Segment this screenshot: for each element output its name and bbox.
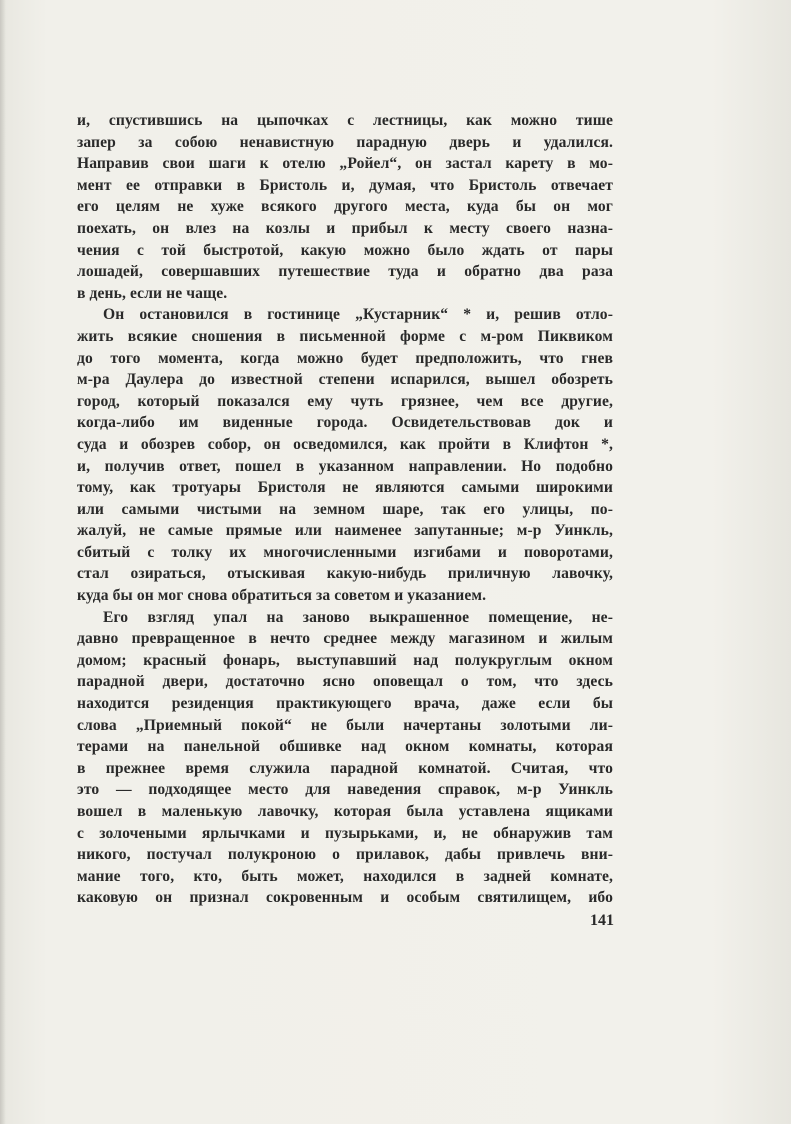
text-line: давно превращенное в нечто среднее между магазином и жилым <box>77 630 613 648</box>
text-line: его целям не хуже всякого другого места, куда бы он мог <box>77 198 613 216</box>
page-edge-shadow <box>0 0 6 1124</box>
text-line: стал озираться, отыскивая какую-нибудь приличную лавочку, <box>77 565 613 583</box>
text-line: или самыми чистыми на земном шаре, так его улицы, по- <box>77 500 613 518</box>
text-line: терами на панельной обшивке над окном комнаты, которая <box>77 738 613 756</box>
text-line: в день, если не чаще. <box>77 284 228 302</box>
text-line: когда-либо им виденные города. Освидетельствовав док и <box>77 414 613 432</box>
text-line: и, получив ответ, пошел в указанном направлении. Но подобно <box>77 457 613 475</box>
text-line: вошел в маленькую лавочку, которая была уставлена ящиками <box>77 803 613 820</box>
page-number: 141 <box>590 912 614 929</box>
text-line: Направив свои шаги к отелю „Ройел“, он застал карету в мо- <box>77 155 613 173</box>
text-line: сбитый с толку их многочисленными изгибами и поворотами, <box>77 543 613 561</box>
text-line: слова „Приемный покой“ не были начертаны золотыми ли- <box>77 716 613 734</box>
text-line: жить всякие сношения в письменной форме с м-ром Пиквиком <box>77 327 613 345</box>
text-line: Он остановился в гостинице „Кустарник“ * и, решив отло- <box>103 306 613 324</box>
text-line: тому, как тротуары Бристоля не являются самыми широкими <box>77 479 613 497</box>
text-line: домом; красный фонарь, выступавший над полукруглым окном <box>77 651 613 669</box>
body-text <box>77 110 613 909</box>
text-line: мент ее отправки в Бристоль и, думая, что Бристоль отвечает <box>77 176 613 194</box>
text-line: это — подходящее место для наведения справок, м-р Уинкль <box>77 781 613 799</box>
text-line: куда бы он мог снова обратиться за советом и указанием. <box>77 587 487 605</box>
text-line: до того момента, когда можно будет предположить, что гнев <box>77 349 613 367</box>
text-line: никого, постучал полукроною о прилавок, дабы привлечь вни- <box>77 846 613 864</box>
text-line: чения с той быстротой, какую можно было ждать от пары <box>77 241 613 259</box>
text-line: город, который показался ему чуть грязнее, чем все другие, <box>77 392 613 410</box>
text-line: находится резиденция практикующего врача, даже если бы <box>77 695 613 713</box>
text-line: жалуй, не самые прямые или наименее запутанные; м-р Уинкль, <box>77 522 613 540</box>
text-line: с золочеными ярлычками и пузырьками, и, не обнаружив там <box>77 824 613 842</box>
text-line: каковую он признал сокровенным и особым святилищем, ибо <box>77 889 613 907</box>
text-line: Его взгляд упал на заново выкрашенное помещение, не- <box>103 608 613 626</box>
text-line: и, спустившись на цыпочках с лестницы, как можно тише <box>77 112 613 129</box>
text-line: суда и обозрев собор, он осведомился, как пройти в Клифтон *, <box>77 435 613 453</box>
text-line: поехать, он влез на козлы и прибыл к месту своего назна- <box>77 219 613 237</box>
text-line: м-ра Даулера до известной степени испарился, вышел обозреть <box>77 371 613 389</box>
text-line: лошадей, совершавших путешествие туда и обратно два раза <box>77 263 613 281</box>
text-line: мание того, кто, быть может, находился в задней комнате, <box>77 867 613 885</box>
text-line: запер за собою ненавистную парадную дверь и удалился. <box>77 133 613 151</box>
text-line: парадной двери, достаточно ясно оповещал о том, что здесь <box>77 673 613 691</box>
text-line: в прежнее время служила парадной комнатой. Считая, что <box>77 759 613 777</box>
